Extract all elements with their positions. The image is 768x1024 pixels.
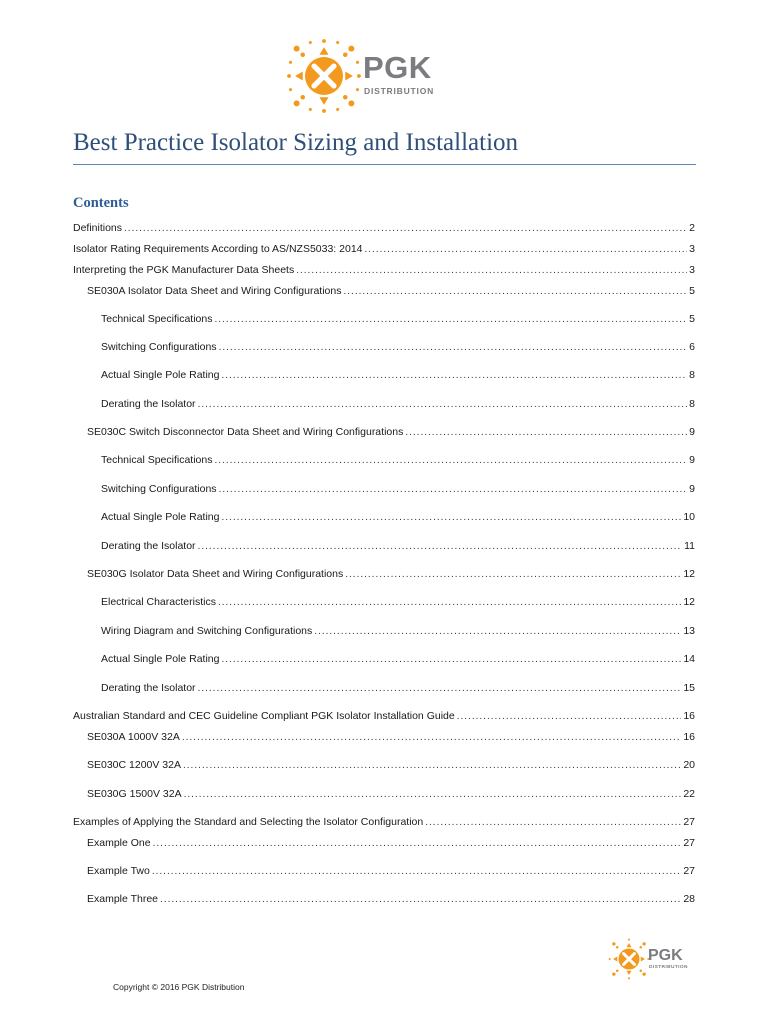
toc-entry-page: 13 [683, 625, 695, 637]
toc-leader-dots [219, 483, 688, 496]
toc-entry-title: Switching Configurations [101, 341, 217, 353]
toc-leader-dots [222, 511, 682, 524]
copyright-text: Copyright © 2016 PGK Distribution [113, 982, 245, 992]
toc-entry-page: 16 [683, 731, 695, 743]
page-title: Best Practice Isolator Sizing and Installation [73, 129, 519, 156]
pgk-sunburst-logo-icon [608, 938, 650, 980]
toc-leader-dots [214, 313, 687, 326]
toc-entry-page: 8 [689, 369, 695, 381]
logo-brand-text: PGK [363, 50, 432, 85]
toc-entry[interactable] [73, 243, 695, 256]
toc-entry-page: 15 [683, 682, 695, 694]
toc-entry-title: Derating the Isolator [101, 398, 196, 410]
toc-entry-title: Technical Specifications [101, 454, 213, 466]
toc-entry-title: Australian Standard and CEC Guideline Compliant PGK Isolator Installation Guide [73, 710, 455, 722]
toc-entry[interactable] [101, 454, 695, 467]
toc-entry-page: 22 [683, 788, 695, 800]
toc-entry[interactable] [101, 625, 695, 638]
toc-entry-page: 5 [689, 285, 695, 297]
toc-leader-dots [153, 837, 682, 850]
toc-entry-title: SE030C 1200V 32A [87, 759, 181, 771]
toc-leader-dots [218, 596, 681, 609]
title-divider [73, 164, 696, 165]
toc-leader-dots [198, 682, 682, 695]
toc-entry-title: SE030A Isolator Data Sheet and Wiring Configurations [87, 285, 342, 297]
pgk-footer-logo [608, 938, 698, 980]
toc-entry-page: 5 [689, 313, 695, 325]
toc-entry[interactable] [101, 682, 695, 695]
toc-leader-dots [160, 893, 681, 906]
toc-entry-title: Derating the Isolator [101, 540, 196, 552]
toc-entry-page: 6 [689, 341, 695, 353]
toc-entry-page: 8 [689, 398, 695, 410]
toc-entry-page: 27 [683, 837, 695, 849]
toc-entry-title: Examples of Applying the Standard and Selecting the Isolator Configuration [73, 816, 424, 828]
toc-entry-title: Switching Configurations [101, 483, 217, 495]
toc-leader-dots [365, 243, 688, 256]
toc-entry-title: Actual Single Pole Rating [101, 369, 220, 381]
toc-leader-dots [214, 454, 687, 467]
toc-entry[interactable] [87, 285, 695, 298]
toc-entry-page: 14 [683, 653, 695, 665]
toc-leader-dots [343, 285, 687, 298]
toc-entry-title: Actual Single Pole Rating [101, 653, 220, 665]
toc-leader-dots [457, 710, 682, 723]
footer-logo-subtitle-text: DISTRIBUTION [649, 965, 688, 970]
toc-entry[interactable] [101, 511, 695, 524]
toc-entry-title: Example Two [87, 865, 150, 877]
toc-leader-dots [182, 731, 681, 744]
toc-entry[interactable] [87, 759, 695, 772]
toc-entry[interactable] [101, 369, 695, 382]
toc-entry-page: 10 [683, 511, 695, 523]
toc-entry-page: 2 [689, 222, 695, 234]
toc-entry[interactable] [101, 313, 695, 326]
toc-entry-page: 16 [683, 710, 695, 722]
toc-entry[interactable] [87, 568, 695, 581]
toc-leader-dots [124, 222, 687, 235]
toc-entry-title: Example One [87, 837, 151, 849]
logo-subtitle-text: DISTRIBUTION [364, 86, 435, 96]
toc-leader-dots [184, 788, 682, 801]
toc-leader-dots [198, 398, 688, 411]
toc-entry-page: 20 [683, 759, 695, 771]
toc-entry[interactable] [101, 653, 695, 666]
toc-entry-title: Example Three [87, 893, 159, 905]
toc-leader-dots [222, 653, 682, 666]
toc-leader-dots [345, 568, 681, 581]
toc-entry[interactable] [101, 540, 695, 553]
toc-leader-dots [183, 759, 681, 772]
toc-entry-page: 9 [689, 483, 695, 495]
toc-leader-dots [219, 341, 688, 354]
toc-entry[interactable] [101, 341, 695, 354]
toc-leader-dots [222, 369, 688, 382]
toc-entry-title: Derating the Isolator [101, 682, 196, 694]
toc-entry[interactable] [73, 816, 695, 829]
toc-leader-dots [198, 540, 683, 553]
toc-leader-dots [405, 426, 687, 439]
toc-entry-title: SE030G Isolator Data Sheet and Wiring Configurations [87, 568, 344, 580]
toc-leader-dots [314, 625, 681, 638]
toc-entry[interactable] [73, 264, 695, 277]
toc-leader-dots [152, 865, 681, 878]
toc-entry[interactable] [101, 483, 695, 496]
toc-entry-title: Wiring Diagram and Switching Configurations [101, 625, 313, 637]
toc-entry-page: 27 [683, 816, 695, 828]
toc-entry[interactable] [87, 865, 695, 878]
toc-entry-page: 9 [689, 454, 695, 466]
toc-entry-title: SE030C Switch Disconnector Data Sheet and Wiring Configurations [87, 426, 404, 438]
toc-entry-title: SE030A 1000V 32A [87, 731, 180, 743]
toc-entry-page: 3 [689, 243, 695, 255]
toc-leader-dots [296, 264, 687, 277]
pgk-sunburst-logo-icon [286, 38, 362, 114]
toc-entry[interactable] [73, 222, 695, 235]
toc-entry-title: Definitions [73, 222, 123, 234]
toc-leader-dots [425, 816, 681, 829]
toc-entry-page: 27 [683, 865, 695, 877]
toc-entry-page: 12 [683, 568, 695, 580]
toc-entry-page: 28 [683, 893, 695, 905]
contents-heading: Contents [73, 195, 129, 211]
toc-entry[interactable] [101, 596, 695, 609]
toc-entry-page: 12 [683, 596, 695, 608]
toc-entry-title: Actual Single Pole Rating [101, 511, 220, 523]
toc-entry[interactable] [73, 710, 695, 723]
toc-entry[interactable] [87, 893, 695, 906]
toc-entry-page: 3 [689, 264, 695, 276]
toc-entry[interactable] [87, 731, 695, 744]
toc-entry-title: SE030G 1500V 32A [87, 788, 182, 800]
toc-entry[interactable] [87, 837, 695, 850]
pgk-logo [286, 38, 446, 114]
toc-entry[interactable] [87, 426, 695, 439]
toc-entry-title: Interpreting the PGK Manufacturer Data Sheets [73, 264, 295, 276]
toc-entry[interactable] [87, 788, 695, 801]
toc-entry-title: Isolator Rating Requirements According to AS/NZS5033: 2014 [73, 243, 363, 255]
toc-entry-page: 11 [684, 540, 695, 552]
toc-entry-page: 9 [689, 426, 695, 438]
footer-logo-brand-text: PGK [648, 947, 683, 964]
toc-entry-title: Electrical Characteristics [101, 596, 216, 608]
toc-entry[interactable] [101, 398, 695, 411]
toc-entry-title: Technical Specifications [101, 313, 213, 325]
